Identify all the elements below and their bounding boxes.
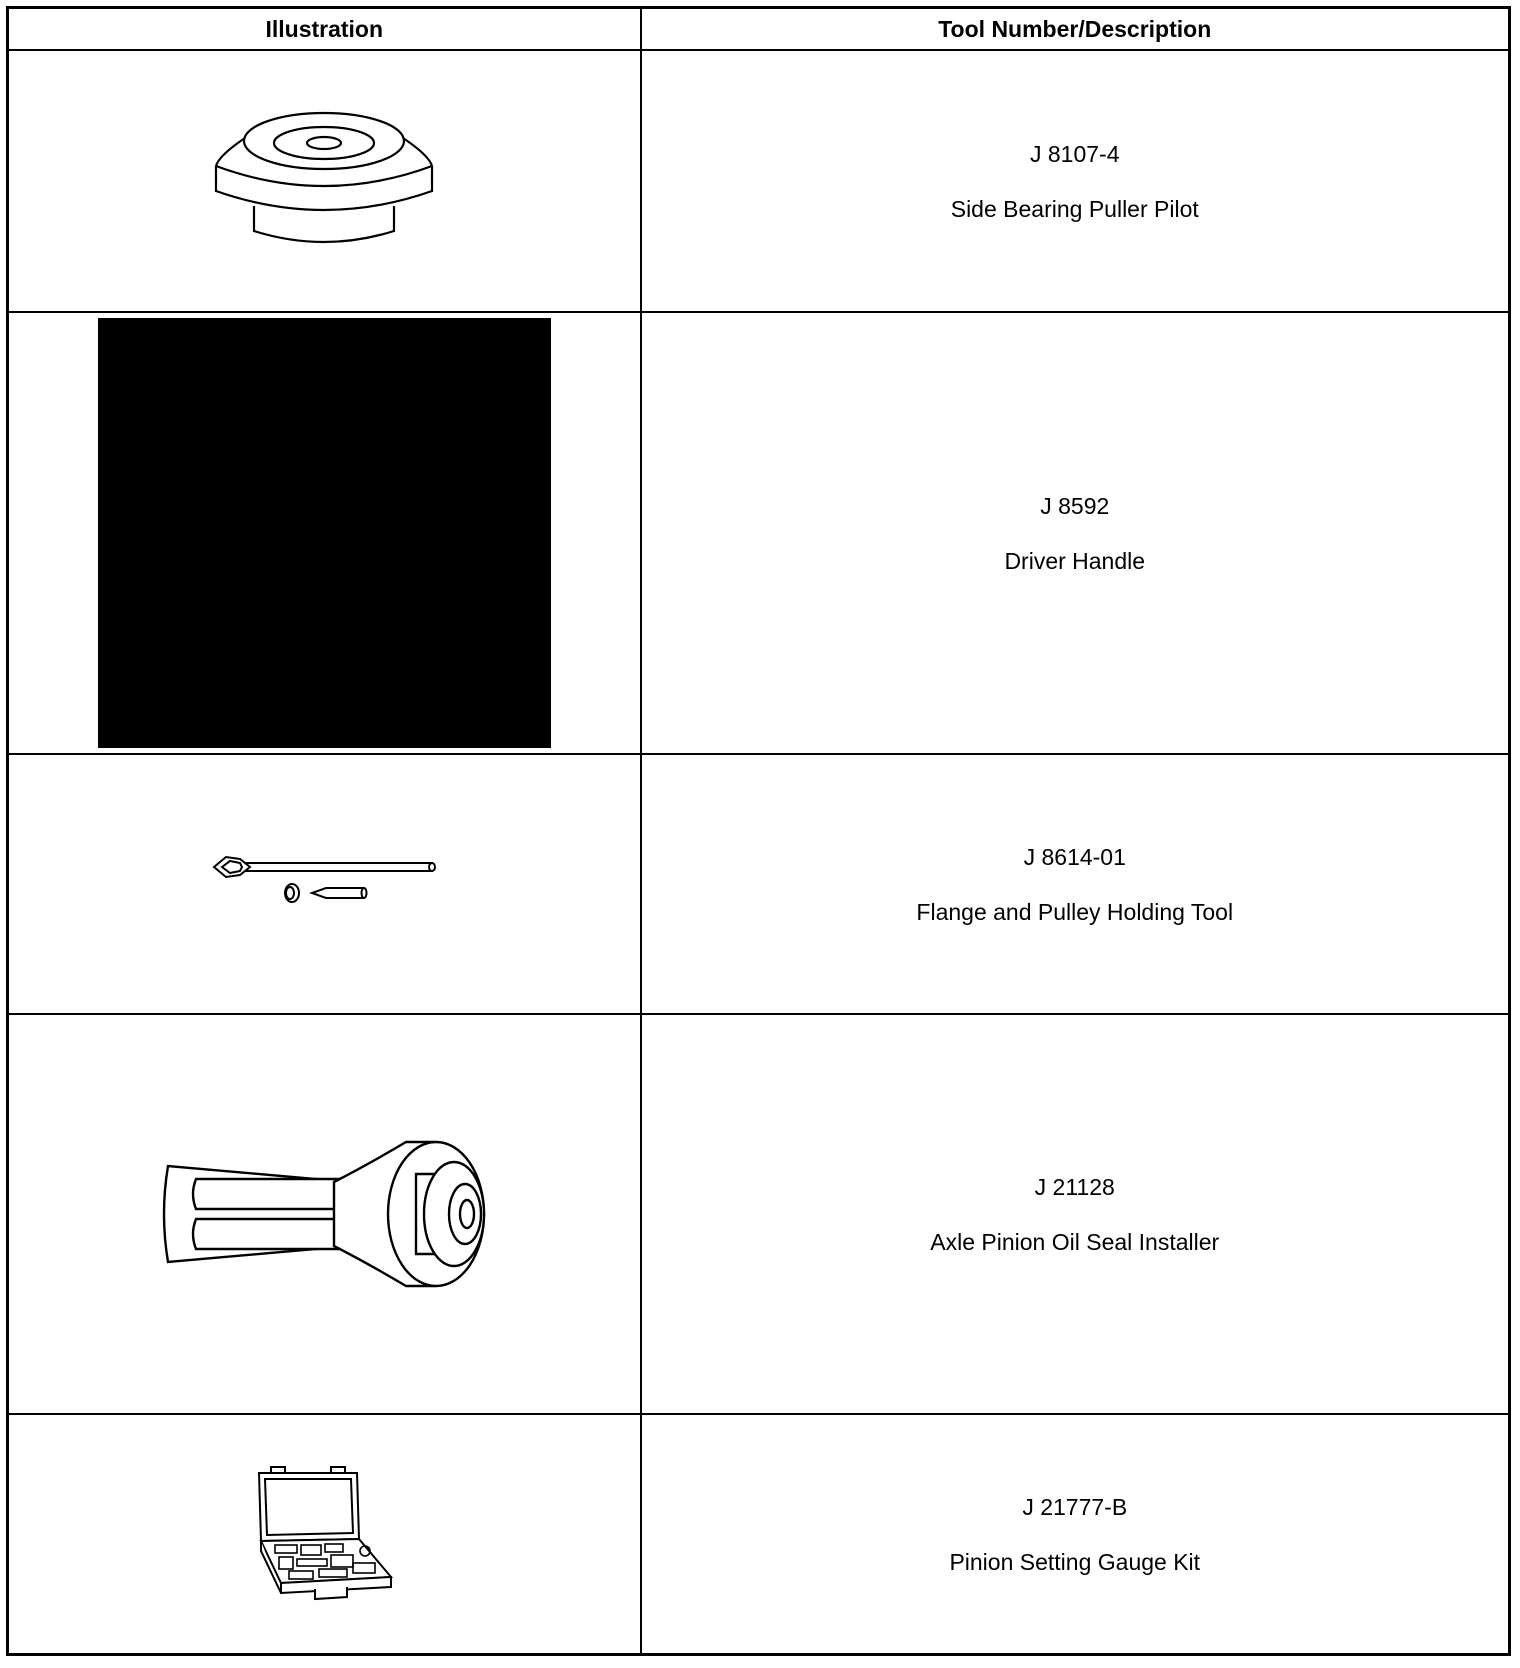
seal-installer-icon (154, 1134, 494, 1294)
table-row (8, 1014, 1510, 1414)
description-cell (641, 312, 1510, 754)
description-cell (641, 1414, 1510, 1655)
illustration-cell (8, 50, 641, 312)
table-row (8, 312, 1510, 754)
description-column-header: Tool Number/Description (641, 8, 1510, 51)
illustration-column-header: Illustration (8, 8, 641, 51)
table-row (8, 50, 1510, 312)
table-row (8, 754, 1510, 1014)
tool-description: Flange and Pulley Holding Tool (916, 898, 1234, 925)
table-row (8, 1414, 1510, 1655)
illustration-cell (8, 1414, 641, 1655)
illustration-cell (8, 1014, 641, 1414)
tool-description: Side Bearing Puller Pilot (950, 195, 1199, 222)
tool-description: Axle Pinion Oil Seal Installer (930, 1228, 1220, 1255)
puller-pilot-icon (204, 101, 444, 261)
redacted-image (98, 318, 551, 748)
illustration-cell (8, 312, 641, 754)
tool-description: Driver Handle (1004, 547, 1146, 574)
description-cell (641, 50, 1510, 312)
illustration-cell (8, 754, 641, 1014)
tool-number: J 8614-01 (1023, 843, 1126, 870)
gauge-kit-case-icon (249, 1459, 399, 1609)
tool-number: J 21777-B (1022, 1493, 1128, 1520)
tool-description: Pinion Setting Gauge Kit (949, 1548, 1201, 1575)
special-tools-table (6, 6, 1511, 1656)
description-cell (641, 1014, 1510, 1414)
tool-number: J 21128 (1034, 1173, 1115, 1200)
table-header-row (8, 8, 1510, 51)
holding-tool-icon (204, 849, 444, 919)
tool-number: J 8592 (1040, 492, 1110, 519)
tool-number: J 8107-4 (1029, 140, 1120, 167)
description-cell (641, 754, 1510, 1014)
